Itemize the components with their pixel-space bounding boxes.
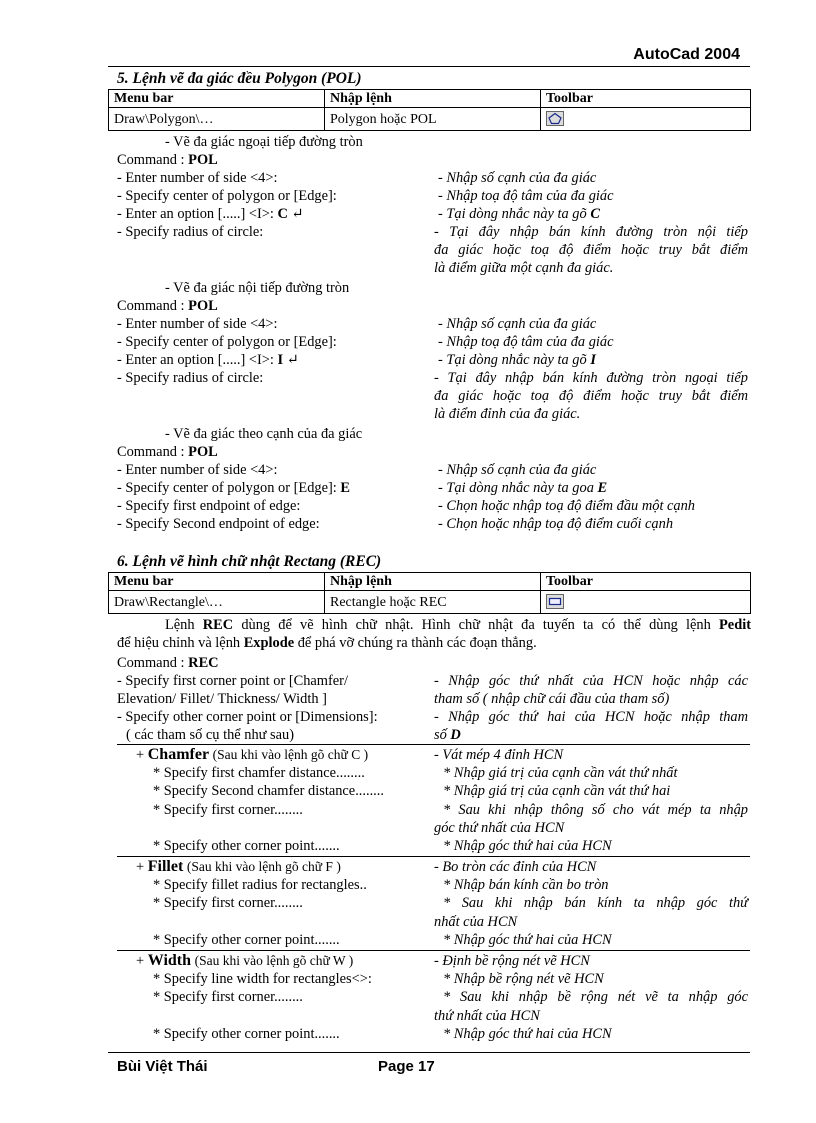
col-toolbar: Toolbar (541, 573, 751, 591)
footer-author: Bùi Việt Thái (117, 1058, 208, 1075)
section-6-title: 6. Lệnh vẽ hình chữ nhật Rectang (REC) (117, 553, 382, 570)
polygon-a-command: Command : POL (117, 152, 218, 168)
explanation-text: - Tại dòng nhắc này ta goa E (438, 480, 608, 496)
col-toolbar: Toolbar (541, 90, 751, 108)
prompt-text: - Enter number of side <4>: (117, 170, 278, 186)
prompt-text: - Specify center of polygon or [Edge]: (117, 334, 337, 350)
explanation-text: - Nhập số cạnh của đa giác (438, 316, 597, 332)
explanation-text: - Nhập số cạnh của đa giác (438, 170, 597, 186)
prompt-text: - Specify radius of circle: (117, 370, 264, 386)
footer-rule (108, 1052, 750, 1053)
explanation-text: - Tại dòng nhắc này ta gõ I (438, 352, 596, 368)
rectangle-command: Rectangle hoặc REC (325, 591, 541, 614)
fillet-separator (117, 856, 750, 857)
col-menu-bar: Menu bar (109, 573, 325, 591)
chamfer-separator (117, 744, 750, 745)
polygon-icon (546, 111, 564, 126)
explanation-text: - Chọn hoặc nhập toạ độ điểm cuối cạnh (438, 516, 674, 532)
prompt-text: - Enter an option [.....] <I>: C ↵ (117, 206, 304, 222)
width-prompts: + Width (Sau khi vào lệnh gõ chữ W ) * Specify line width for rectangles<>: * Specify first corner........ * Specify other corner point....... (136, 952, 372, 1042)
explanation-text: - Chọn hoặc nhập toạ độ điểm đầu một cạnh (438, 498, 696, 514)
section-5-title: 5. Lệnh vẽ đa giác đều Polygon (POL) (117, 70, 362, 87)
explanation-text: - Nhập số cạnh của đa giác (438, 462, 597, 478)
polygon-c-intro: - Vẽ đa giác theo cạnh của đa giác (165, 426, 363, 442)
rectangle-prompt-1: - Specify first corner point or [Chamfer/ Elevation/ Fillet/ Thickness/ Width ] (117, 673, 348, 708)
header-title: AutoCad 2004 (633, 46, 740, 63)
polygon-b-radius-explanation: - Tại đây nhập bán kính đường tròn ngoại tiếp đa giác hoặc toạ độ điểm hoặc truy bắt điểm là điểm đỉnh của đa giác. (434, 370, 748, 423)
rectangle-menu-path: Draw\Rectangle\… (109, 591, 325, 614)
rectangle-prompt-2: - Specify other corner point or [Dimensions]: ( các tham số cụ thể như sau) (117, 709, 378, 744)
rectangle-command-line: Command : REC (117, 655, 219, 671)
explanation-text: - Nhập toạ độ tâm của đa giác (438, 334, 614, 350)
polygon-toolbar-cell (541, 108, 751, 131)
fillet-prompts: + Fillet (Sau khi vào lệnh gõ chữ F ) * Specify fillet radius for rectangles.. * Specify first corner........ * Specify other corner point....... (136, 858, 367, 948)
fillet-explanations: - Bo tròn các đỉnh của HCN * Nhập bán kính cần bo tròn * Sau khi nhập bán kính ta nhập góc thứ nhất của HCN * Nhập góc thứ hai của HCN (434, 859, 748, 948)
prompt-text: - Specify Second endpoint of edge: (117, 516, 320, 532)
width-separator (117, 950, 750, 951)
chamfer-explanations: - Vát mép 4 đỉnh HCN * Nhập giá trị của cạnh cần vát thứ nhất * Nhập giá trị của cạnh cần vát thứ hai * Sau khi nhập thông số cho vát mép ta nhập góc thứ nhất của HCN * Nhập góc thứ hai của HCN (434, 747, 748, 855)
col-menu-bar: Menu bar (109, 90, 325, 108)
footer-page-number: Page 17 (378, 1058, 435, 1075)
polygon-b-intro: - Vẽ đa giác nội tiếp đường tròn (165, 280, 350, 296)
explanation-text: - Nhập toạ độ tâm của đa giác (438, 188, 614, 204)
prompt-text: - Enter number of side <4>: (117, 462, 278, 478)
polygon-command: Polygon hoặc POL (325, 108, 541, 131)
rectangle-explanation-2: - Nhập góc thứ hai của HCN hoặc nhập tham số D (434, 709, 748, 744)
polygon-c-command: Command : POL (117, 444, 218, 460)
prompt-text: - Specify center of polygon or [Edge]: E (117, 480, 350, 496)
polygon-a-radius-explanation: - Tại đây nhập bán kính đường tròn nội tiếp đa giác hoặc toạ độ điểm hoặc truy bắt điểm là điểm giữa một cạnh đa giác. (434, 224, 748, 277)
col-nhap-lenh: Nhập lệnh (325, 573, 541, 591)
header-rule (108, 66, 750, 67)
rectangle-toolbar-cell (541, 591, 751, 614)
prompt-text: - Specify radius of circle: (117, 224, 264, 240)
rectangle-explanation-1: - Nhập góc thứ nhất của HCN hoặc nhập các tham số ( nhập chữ cái đầu của tham số) (434, 673, 748, 708)
polygon-command-table (108, 89, 751, 131)
width-explanations: - Định bề rộng nét vẽ HCN * Nhập bề rộng nét vẽ HCN * Sau khi nhập bề rộng nét vẽ ta nhập góc thứ nhất của HCN * Nhập góc thứ hai của HCN (434, 953, 748, 1042)
chamfer-prompts: + Chamfer (Sau khi vào lệnh gõ chữ C ) * Specify first chamfer distance........ * Specify Second chamfer distance........ * Specify first corner........ * Specify other corner point....... (136, 746, 384, 854)
col-nhap-lenh: Nhập lệnh (325, 90, 541, 108)
prompt-text: - Specify first endpoint of edge: (117, 498, 301, 514)
rectangle-description: Lệnh REC dùng để vẽ hình chữ nhật. Hình chữ nhật đa tuyến ta có thể dùng lệnh Pedit để hiệu chỉnh và lệnh Explode để phá vỡ chúng ra thành các đoạn thẳng. (117, 617, 751, 652)
rectangle-icon (546, 594, 564, 609)
polygon-menu-path: Draw\Polygon\… (109, 108, 325, 131)
prompt-text: - Enter an option [.....] <I>: I ↵ (117, 352, 299, 368)
rectangle-command-table (108, 572, 751, 614)
prompt-text: - Specify center of polygon or [Edge]: (117, 188, 337, 204)
explanation-text: - Tại dòng nhắc này ta gõ C (438, 206, 600, 222)
prompt-text: - Enter number of side <4>: (117, 316, 278, 332)
polygon-a-intro: - Vẽ đa giác ngoại tiếp đường tròn (165, 134, 363, 150)
polygon-b-command: Command : POL (117, 298, 218, 314)
